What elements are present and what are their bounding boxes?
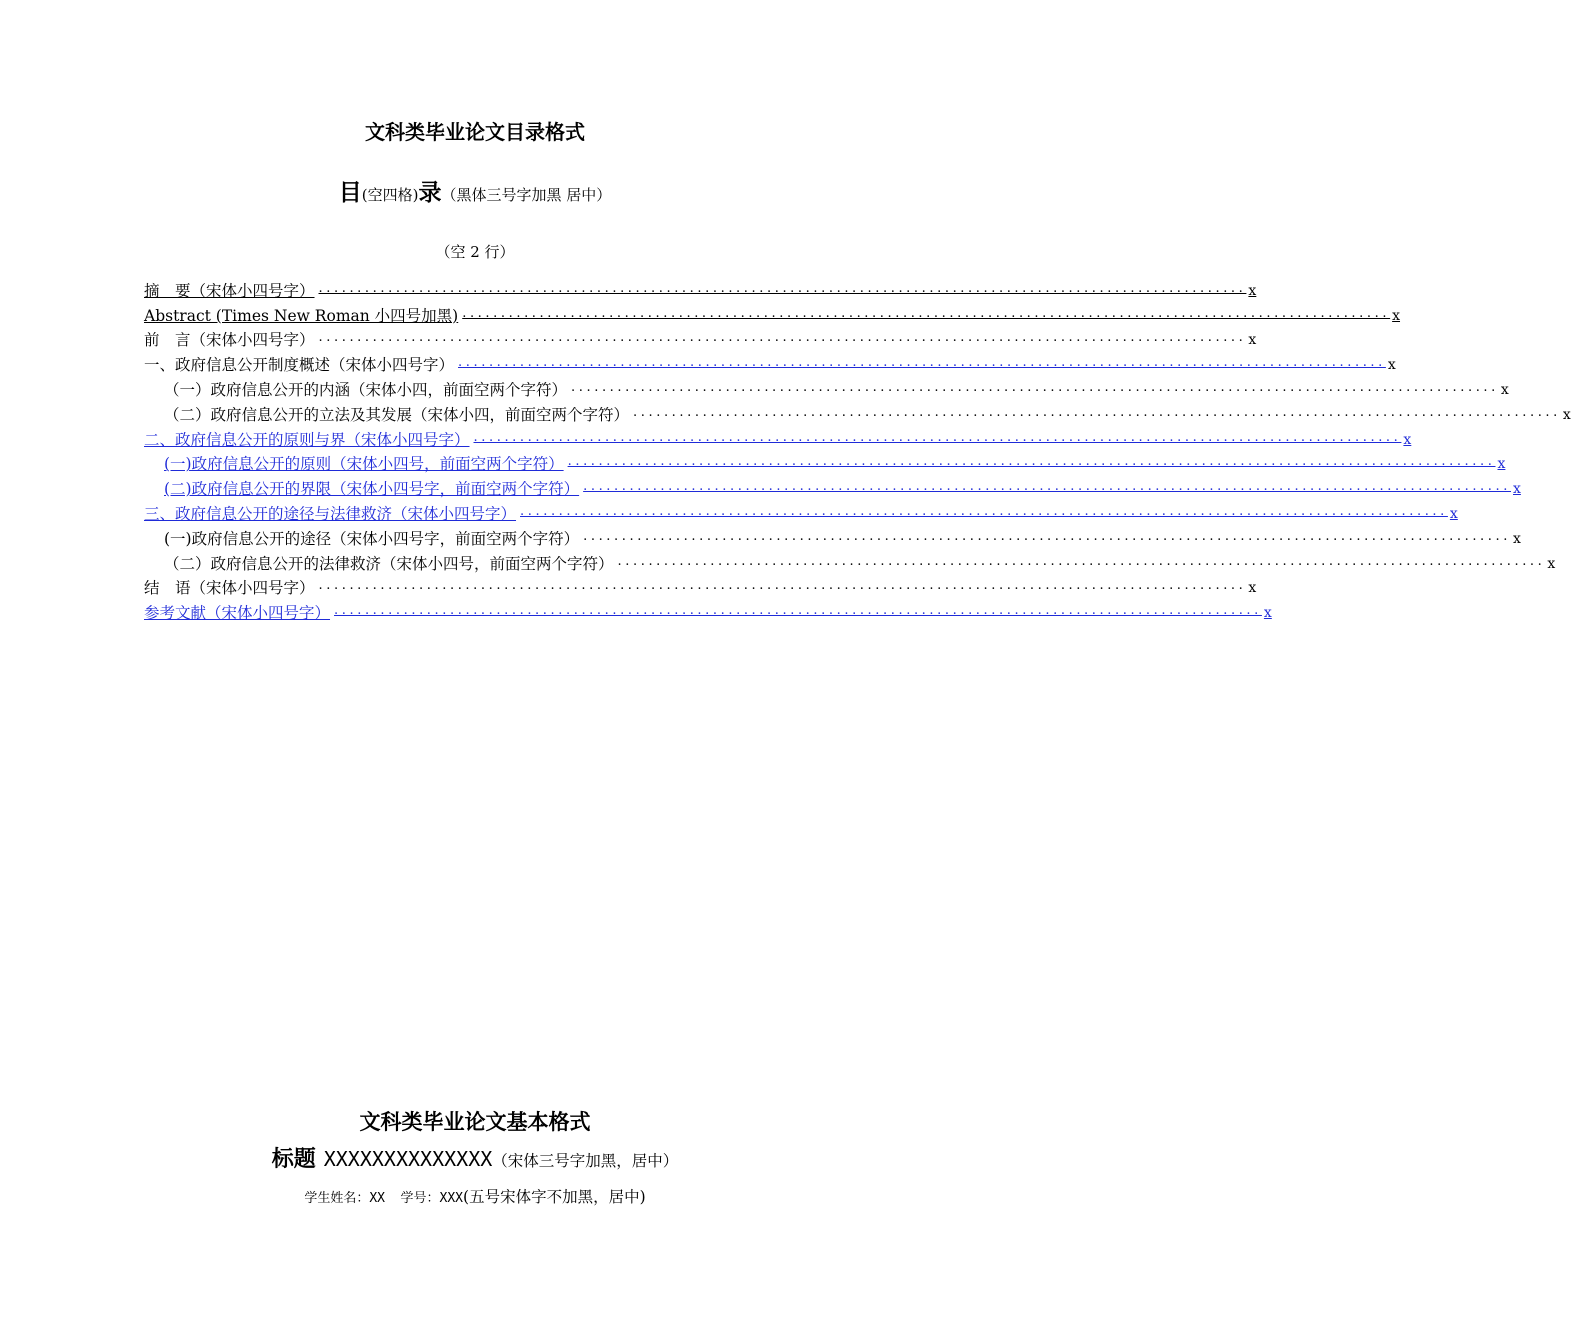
toc-title-gap-note: (空四格) (361, 186, 419, 204)
toc-page-number: x (1403, 431, 1412, 448)
toc-entry-label: 摘 要（宋体小四号字） (144, 281, 315, 300)
toc-entry-label: (二)政府信息公开的界限（宋体小四号字，前面空两个字符） (164, 480, 580, 499)
toc-entry-label: 二、政府信息公开的原则与界（宋体小四号字） (144, 430, 470, 449)
toc-entry-label: （一）政府信息公开的内涵（宋体小四，前面空两个字符） (164, 380, 568, 399)
toc-entry-chapter-2[interactable] (144, 425, 1412, 450)
toc-entry-label: 一、政府信息公开制度概述（宋体小四号字） (144, 356, 455, 375)
toc-leader-dots: ........................................................................................................................ (617, 553, 1546, 569)
toc-entry-section-2-1[interactable] (144, 450, 1506, 475)
toc-entry-label: 三、政府信息公开的途径与法律救济（宋体小四号字） (144, 504, 517, 523)
title-label: 标题 (271, 1147, 316, 1172)
toc-title-style-note: （黑体三号字加黑 居中） (441, 186, 612, 204)
toc-entry-label: 前 言（宋体小四号字） (144, 331, 315, 350)
toc-entry-chapter-3[interactable] (144, 499, 1458, 524)
toc-title (0, 174, 950, 207)
student-id-label: 学号：XXX (400, 1191, 464, 1206)
toc-page-number: x (1547, 555, 1556, 572)
toc-entry-preface[interactable] (144, 326, 1257, 351)
toc-title-char-2: 录 (418, 180, 442, 206)
toc-page-number: x (1248, 282, 1257, 299)
toc-entry-section-1-2[interactable] (144, 400, 1571, 425)
toc-entry-section-3-2[interactable] (144, 549, 1556, 574)
toc-entry-abstract-cn[interactable] (144, 276, 1257, 301)
table-of-contents (144, 276, 1571, 623)
toc-page-number: x (1263, 605, 1272, 622)
toc-leader-dots: ........................................................................................................................ (633, 404, 1561, 420)
toc-page-number: x (1449, 505, 1458, 522)
toc-page-number: x (1392, 307, 1401, 324)
student-name-label: 学生姓名：XX (304, 1191, 386, 1206)
toc-page-number: x (1497, 456, 1506, 473)
blank-lines-note: （空 2 行） (435, 243, 515, 261)
toc-leader-dots: ........................................................................................................................ (318, 578, 1247, 594)
toc-format-heading: 文科类毕业论文目录格式 (365, 120, 585, 144)
toc-leader-dots: ........................................................................................................................ (571, 379, 1499, 395)
student-style-note: (五号宋体字不加黑，居中) (463, 1188, 646, 1206)
toc-entry-section-2-2[interactable] (144, 474, 1521, 499)
toc-entry-label: 参考文献（宋体小四号字） (144, 604, 331, 623)
toc-entry-conclusion[interactable] (144, 574, 1257, 599)
toc-entry-label: (一)政府信息公开的原则（宋体小四号，前面空两个字符） (164, 455, 564, 474)
toc-leader-dots: ........................................................................................................................ (583, 479, 1511, 495)
toc-page-number: x (1513, 481, 1521, 498)
toc-page-number: x (1248, 332, 1257, 349)
toc-leader-dots: ........................................................................................................................ (334, 603, 1262, 619)
title-style-note: （宋体三号字加黑，居中） (492, 1152, 679, 1170)
toc-leader-dots: ........................................................................................................................ (458, 355, 1386, 371)
basic-format-heading: 文科类毕业论文基本格式 (359, 1110, 591, 1134)
thesis-title-line (0, 1142, 950, 1173)
toc-page-number: x (1513, 530, 1521, 547)
toc-leader-dots: ........................................................................................................................ (520, 503, 1448, 519)
toc-entry-label: （二）政府信息公开的立法及其发展（宋体小四，前面空两个字符） (164, 405, 630, 424)
toc-leader-dots: ........................................................................................................................ (473, 429, 1402, 445)
toc-leader-dots: ........................................................................................................................ (583, 528, 1511, 544)
student-info-line (0, 1185, 950, 1207)
toc-leader-dots: ........................................................................................................................ (462, 305, 1391, 321)
toc-entry-references[interactable] (144, 598, 1272, 623)
toc-entry-label: （二）政府信息公开的法律救济（宋体小四号，前面空两个字符） (164, 554, 614, 573)
title-placeholder: XXXXXXXXXXXXXX (323, 1147, 493, 1171)
toc-entry-label: 结 语（宋体小四号字） (144, 579, 315, 598)
toc-entry-section-3-1[interactable] (144, 524, 1521, 549)
toc-page-number: x (1500, 381, 1509, 398)
toc-page-number: x (1248, 580, 1257, 597)
toc-page-number: x (1562, 406, 1571, 423)
toc-title-char-1: 目 (338, 180, 362, 206)
toc-entry-chapter-1[interactable] (144, 350, 1396, 375)
toc-entry-section-1-1[interactable] (144, 375, 1509, 400)
toc-leader-dots: ........................................................................................................................ (318, 330, 1247, 346)
toc-entry-label: Abstract (Times New Roman 小四号加黑) (144, 306, 459, 325)
toc-entry-label: (一)政府信息公开的途径（宋体小四号字，前面空两个字符） (164, 529, 580, 548)
toc-leader-dots: ........................................................................................................................ (318, 280, 1247, 296)
toc-leader-dots: ........................................................................................................................ (567, 454, 1496, 470)
toc-page-number: x (1387, 357, 1396, 374)
toc-entry-abstract-en[interactable] (144, 301, 1401, 326)
